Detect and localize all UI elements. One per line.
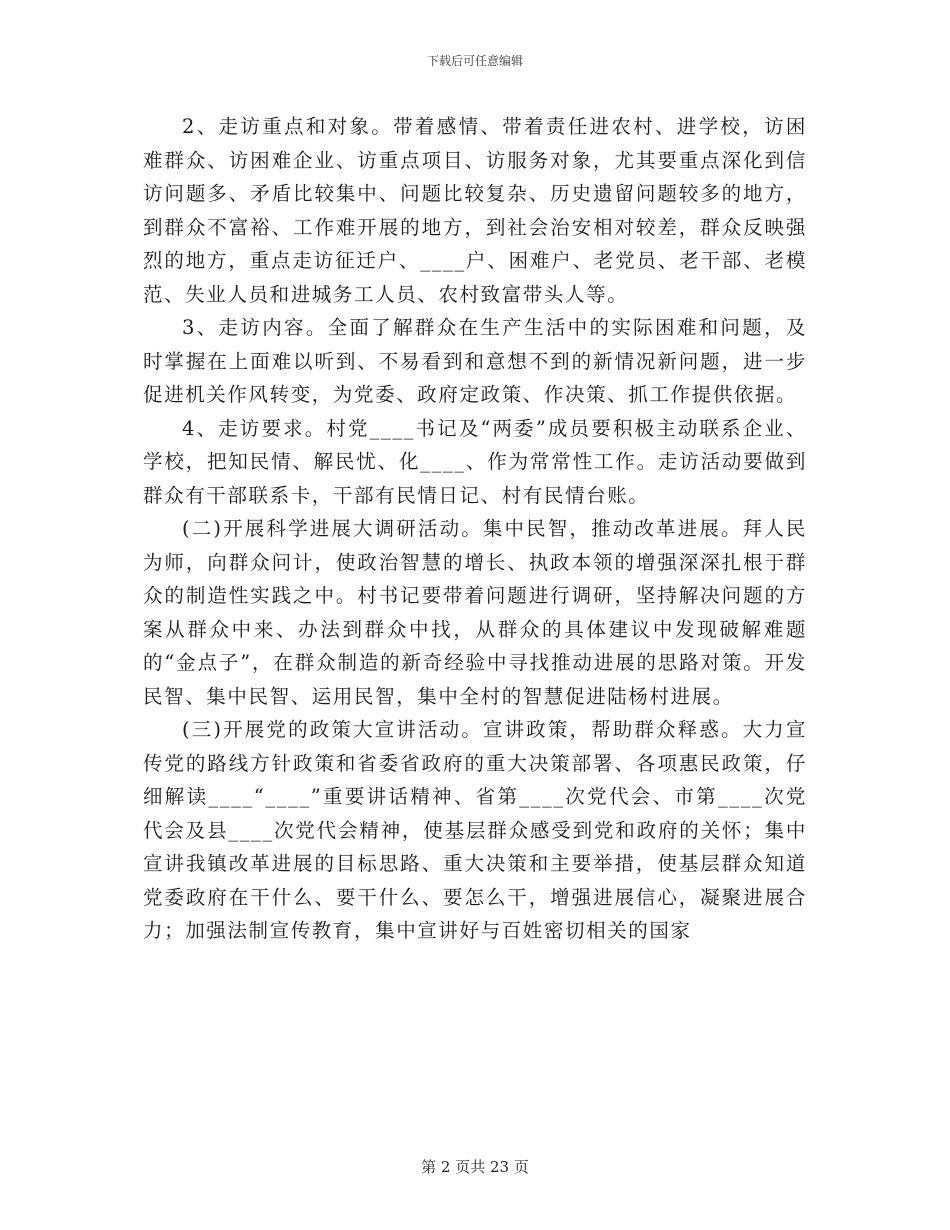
paragraph-policy-publicity: (三)开展党的政策大宣讲活动。宣讲政策，帮助群众释惑。大力宣传党的路线方针政策和省委省政府的重大决策部署、各项惠民政策，仔细解读____“____”重要讲话精神、省第____次党代会、市第____次党代会及县____次党代会精神，使基层群众感受到党和政府的关怀；集中宣讲我镇改革进展的目标思路、重大决策和主要举措，使基层群众知道党委政府在干什么、要干什么、要怎么干，增强进展信心，凝聚进展合力；加强法制宣传教育，集中宣讲好与百姓密切相关的国家	[143, 718, 807, 942]
paragraph-research-activity: (二)开展科学进展大调研活动。集中民智，推动改革进展。拜人民为师，向群众问计，使政治智慧的增长、执政本领的增强深深扎根于群众的制造性实践之中。村书记要带着问题进行调研，坚持解决问题的方案从群众中来、办法到群众中找，从群众的具体建议中发现破解难题的“金点子”，在群众制造的新奇经验中寻找推动进展的思路对策。开发民智、集中民智、运用民智，集中全村的智慧促进陆杨村进展。	[143, 517, 807, 708]
paragraph-visit-targets: 2、走访重点和对象。带着感情、带着责任进农村、进学校，访困难群众、访困难企业、访重点项目、访服务对象，尤其要重点深化到信访问题多、矛盾比较集中、问题比较复杂、历史遗留问题较多的地方，到群众不富裕、工作难开展的地方，到社会治安相对较差，群众反映强烈的地方，重点走访征迁户、____户、困难户、老党员、老干部、老模范、失业人员和进城务工人员、农村致富带头人等。	[143, 115, 807, 306]
page-number: 第 2 页共 23 页	[421, 1158, 529, 1176]
paragraph-visit-requirements: 4、走访要求。村党____书记及“两委”成员要积极主动联系企业、学校，把知民情、解民忧、化____、作为常常性工作。走访活动要做到群众有干部联系卡，干部有民情日记、村有民情台账。	[143, 416, 807, 507]
document-body	[143, 110, 807, 948]
paragraph-visit-content: 3、走访内容。全面了解群众在生产生活中的实际困难和问题，及时掌握在上面难以听到、不易看到和意想不到的新情况新问题，进一步促进机关作风转变，为党委、政府定政策、作决策、抓工作提供依据。	[143, 316, 807, 406]
page-header: 下载后可任意编辑	[426, 54, 523, 68]
